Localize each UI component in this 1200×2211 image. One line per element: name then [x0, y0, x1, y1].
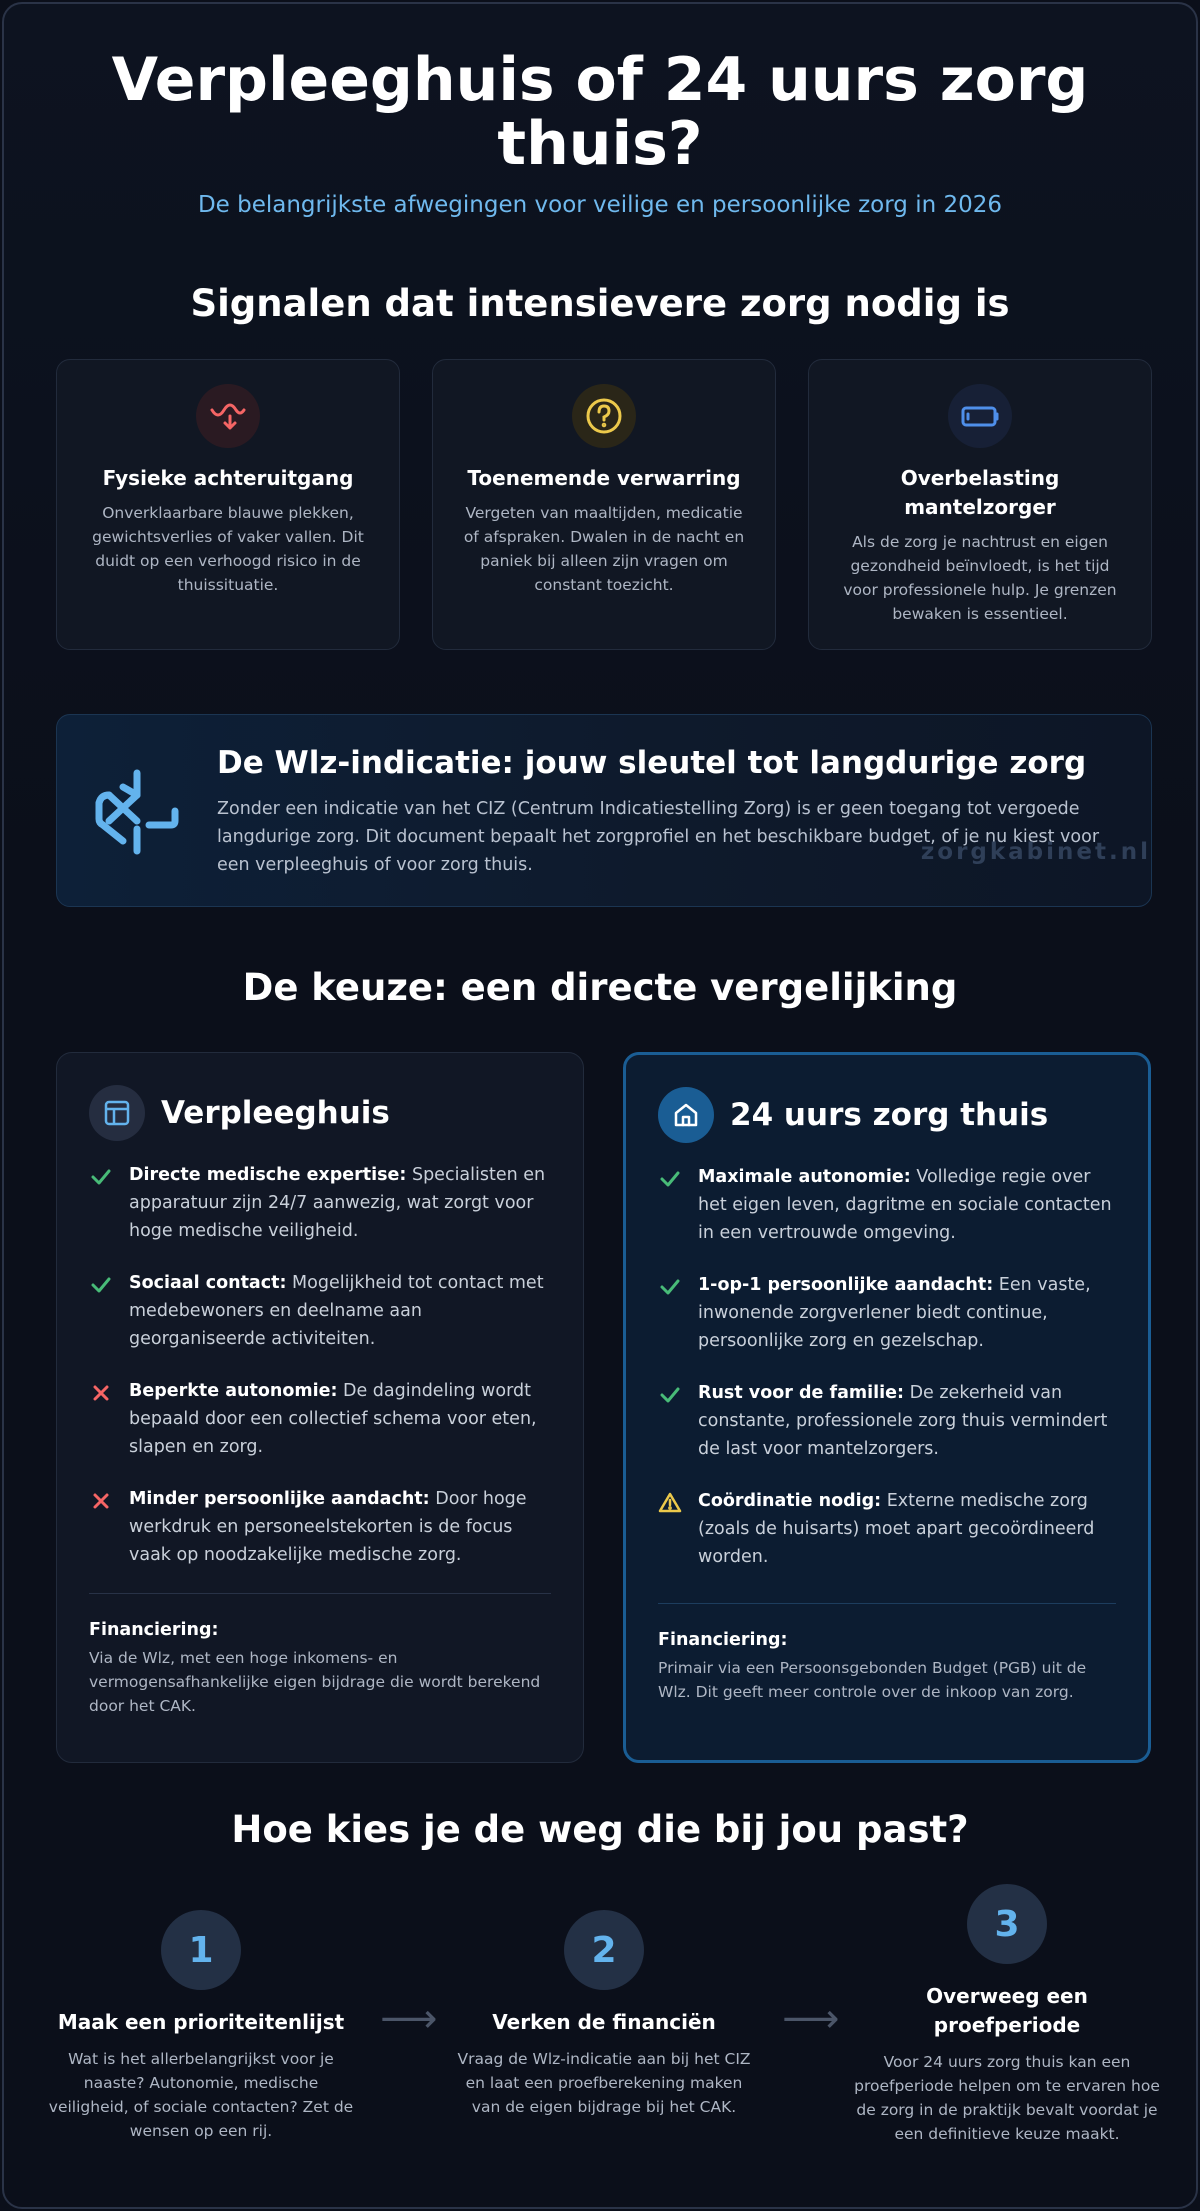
signal-card-physical	[56, 359, 400, 650]
comparison-home-care	[623, 1052, 1151, 1763]
check-icon	[89, 1273, 113, 1297]
warning-icon	[658, 1491, 682, 1515]
watermark: zorgkabinet.nl	[920, 839, 1151, 865]
option-title: Verpleeghuis	[161, 1095, 390, 1131]
step-number: 2	[564, 1910, 644, 1990]
list-item: Beperkte autonomie: De dagindeling wordt bepaald door een collectief schema voor eten, slapen en zorg.	[89, 1377, 551, 1461]
comparison-heading: De keuze: een directe vergelijking	[242, 966, 958, 1009]
comparison-nursing-home	[56, 1052, 584, 1763]
signal-card-confusion	[432, 359, 776, 650]
financing-text: Primair via een Persoonsgebonden Budget (PGB) uit de Wlz. Dit geeft meer controle over de inkoop van zorg.	[658, 1659, 1087, 1701]
signal-card-caregiver	[808, 359, 1152, 650]
step-text: Voor 24 uurs zorg thuis kan een proefperiode helpen om te ervaren hoe de zorg in de praktijk bevalt voordat je een definitieve keuze maakt.	[854, 2053, 1160, 2143]
home-icon	[658, 1087, 714, 1143]
wlz-title: De Wlz-indicatie: jouw sleutel tot langdurige zorg	[217, 745, 1087, 781]
wlz-text: Zonder een indicatie van het CIZ (Centrum Indicatiestelling Zorg) is er geen toegang tot vergoede langdurige zorg. Dit document bepaalt het zorgprofiel en het beschikbare budget, of je nu kiest voor een verpleeghuis of voor zorg thuis.	[217, 799, 1100, 875]
step-number: 3	[967, 1884, 1047, 1964]
list-item: Coördinatie nodig: Externe medische zorg (zoals de huisarts) moet apart gecoördineerd worden.	[658, 1487, 1116, 1571]
financing-text: Via de Wlz, met een hoge inkomens- en vermogensafhankelijke eigen bijdrage die wordt berekend door het CAK.	[89, 1649, 541, 1715]
divider	[89, 1593, 551, 1594]
step-text: Vraag de Wlz-indicatie aan bij het CIZ en laat een proefberekening maken van de eigen bijdrage bij het CAK.	[457, 2050, 751, 2116]
battery-low-icon	[948, 384, 1012, 448]
cross-icon	[89, 1381, 113, 1405]
check-icon	[658, 1275, 682, 1299]
list-item: Maximale autonomie: Volledige regie over het eigen leven, dagritme en sociale contacten in een vertrouwde omgeving.	[658, 1163, 1116, 1247]
signal-card-title: Fysieke achteruitgang	[102, 466, 354, 490]
list-item: Minder persoonlijke aandacht: Door hoge werkdruk en personeelstekorten is de focus vaak op noodzakelijke medische zorg.	[89, 1485, 551, 1569]
step-title: Overweeg een proefperiode	[926, 1984, 1088, 2037]
check-icon	[658, 1167, 682, 1191]
list-item: Sociaal contact: Mogelijkheid tot contact met medebewoners en deelname aan georganiseerde activiteiten.	[89, 1269, 551, 1353]
cross-icon	[89, 1489, 113, 1513]
signal-card-title: Overbelasting mantelzorger	[900, 466, 1060, 519]
option-title: 24 uurs zorg thuis	[730, 1097, 1049, 1133]
layout-icon	[89, 1085, 145, 1141]
list-item: 1-op-1 persoonlijke aandacht: Een vaste, inwonende zorgverlener biedt continue, persoonlijke zorg en gezelschap.	[658, 1271, 1116, 1355]
signal-card-text: Onverklaarbare blauwe plekken, gewichtsverlies of vaker vallen. Dit duidt op een verhoogd risico in de thuissituatie.	[92, 504, 364, 594]
check-icon	[89, 1165, 113, 1189]
list-item: Rust voor de familie: De zekerheid van constante, professionele zorg thuis vermindert de last voor mantelzorgers.	[658, 1379, 1116, 1463]
step-3	[852, 1884, 1162, 2146]
signal-card-text: Vergeten van maaltijden, medicatie of afspraken. Dwalen in de nacht en paniek bij alleen zijn vragen om constant toezicht.	[463, 504, 745, 594]
arrow-right-icon: ⟶	[782, 1996, 840, 2042]
step-number: 1	[161, 1910, 241, 1990]
trend-down-icon	[196, 384, 260, 448]
signals-heading: Signalen dat intensievere zorg nodig is	[190, 282, 1010, 325]
step-title: Maak een prioriteitenlijst	[57, 2010, 345, 2034]
question-icon	[572, 384, 636, 448]
check-icon	[658, 1383, 682, 1407]
divider	[658, 1603, 1116, 1604]
signal-card-title: Toenemende verwarring	[467, 466, 741, 490]
financing-label: Financiering:	[89, 1620, 219, 1640]
puzzle-icon	[87, 765, 187, 863]
step-2	[449, 1910, 759, 2119]
infographic	[2, 2, 1198, 2209]
wlz-banner	[56, 714, 1152, 907]
financing-label: Financiering:	[658, 1630, 788, 1650]
list-item: Directe medische expertise: Specialisten en apparatuur zijn 24/7 aanwezig, wat zorgt voor hoge medische veiligheid.	[89, 1161, 551, 1245]
page-title: Verpleeghuis of 24 uurs zorg thuis?	[111, 45, 1089, 179]
arrow-right-icon: ⟶	[380, 1996, 438, 2042]
page-subtitle: De belangrijkste afwegingen voor veilige en persoonlijke zorg in 2026	[197, 192, 1003, 218]
signal-card-text: Als de zorg je nachtrust en eigen gezondheid beïnvloedt, is het tijd voor professionele hulp. Je grenzen bewaken is essentieel.	[843, 533, 1117, 623]
step-text: Wat is het allerbelangrijkst voor je naaste? Autonomie, medische veiligheid, of sociale contacten? Zet de wensen op een rij.	[48, 2050, 354, 2140]
steps-heading: Hoe kies je de weg die bij jou past?	[231, 1808, 969, 1851]
step-title: Verken de financiën	[492, 2010, 716, 2034]
step-1	[46, 1910, 356, 2143]
